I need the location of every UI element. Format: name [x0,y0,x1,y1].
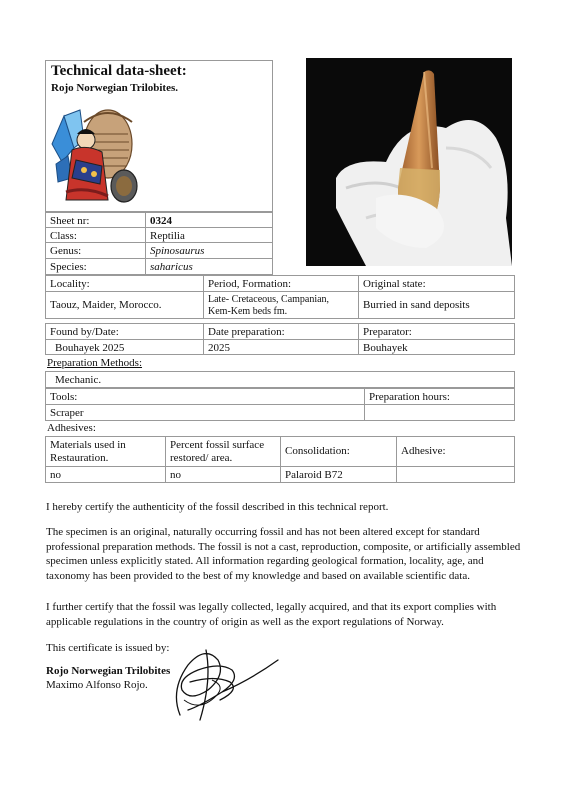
percent-value-cell [165,466,281,483]
genus-label: Genus: [50,245,82,257]
consolidation-label: Consolidation: [285,445,350,457]
period-value: Late- Cretaceous, Campanian, Kem-Kem beds fm. [208,294,330,317]
found-value-cell [45,339,204,355]
class-value: Reptilia [150,230,185,242]
cert-paragraph-1: I hereby certify the authenticity of the fossil described in this technical report. [46,501,389,513]
state-label: Original state: [363,278,426,290]
found-label-cell [45,323,204,340]
adhesive-label: Adhesive: [401,445,446,457]
materials-label: Materials used in Restauration. [50,439,126,464]
page-subtitle: Rojo Norwegian Trilobites. [51,82,178,94]
sheet-value-cell [145,212,273,228]
hours-label: Preparation hours: [369,391,450,403]
percent-label-cell [165,436,281,467]
page-title: Technical data-sheet: [51,63,187,79]
class-value-cell [145,227,273,243]
consolidation-value-cell [280,466,397,483]
adhesives-heading: Adhesives: [47,422,96,434]
species-value: saharicus [150,261,193,273]
period-value-cell [203,291,359,319]
sheet-value: 0324 [150,215,172,227]
genus-label-cell [45,242,146,259]
locality-label-cell [45,275,204,292]
date-label: Date preparation: [208,326,285,338]
sheet-label: Sheet nr: [50,215,90,227]
date-value: 2025 [208,342,230,354]
signer-name: Maximo Alfonso Rojo. [46,679,148,691]
preparator-label-cell [358,323,515,340]
state-value: Burried in sand deposits [363,299,470,311]
state-label-cell [358,275,515,292]
cert-paragraph-3: I further certify that the fossil was legally collected, legally acquired, and that its export complies with applicable regulations in the country of origin as well as the export regulations of Norway. [46,601,497,628]
found-value: Bouhayek 2025 [55,342,125,354]
hours-value-cell [364,404,515,421]
tools-label: Tools: [50,391,78,403]
tools-label-cell [45,388,365,405]
adhesive-label-cell [396,436,515,467]
specimen-photo [306,58,512,266]
locality-label: Locality: [50,278,90,290]
cert-paragraph-2: The specimen is an original, naturally occurring fossil and has not been altered except for standard professional preparation methods. The fossil is not a cast, reproduction, composite, or artificially assembled specimen unless explicitly stated. All information regarding geological formation, locality, age, and taxonomy has been provided to the best of my knowledge and based on available scientific data. [46,526,521,582]
class-label-cell [45,227,146,243]
sheet-label-cell [45,212,146,228]
date-value-cell [203,339,359,355]
preparator-value: Bouhayek [363,342,408,354]
species-label: Species: [50,261,87,273]
period-label-cell [203,275,359,292]
state-value-cell [358,291,515,319]
signature-image [160,640,280,725]
methods-value: Mechanic. [55,374,102,386]
consolidation-label-cell [280,436,397,467]
preparator-label: Preparator: [363,326,412,338]
materials-label-cell [45,436,166,467]
signer-company: Rojo Norwegian Trilobites [46,665,171,677]
percent-value: no [170,469,181,481]
genus-value-cell [145,242,273,259]
genus-value: Spinosaurus [150,245,205,257]
consolidation-value: Palaroid B72 [285,469,343,481]
class-label: Class: [50,230,77,242]
logo-image [50,104,142,208]
materials-value: no [50,469,61,481]
tools-value-cell [45,404,365,421]
hours-label-cell [364,388,515,405]
locality-value-cell [45,291,204,319]
tools-value: Scraper [50,407,84,419]
preparator-value-cell [358,339,515,355]
locality-value: Taouz, Maider, Morocco. [50,299,162,311]
date-label-cell [203,323,359,340]
materials-value-cell [45,466,166,483]
percent-label: Percent fossil surface restored/ area. [170,439,265,464]
species-value-cell [145,258,273,275]
found-label: Found by/Date: [50,326,119,338]
methods-value-cell [45,371,515,388]
species-label-cell [45,258,146,275]
period-label: Period, Formation: [208,278,292,290]
methods-heading: Preparation Methods: [47,357,143,369]
adhesive-value-cell [396,466,515,483]
cert-paragraph-4: This certificate is issued by: [46,642,170,654]
